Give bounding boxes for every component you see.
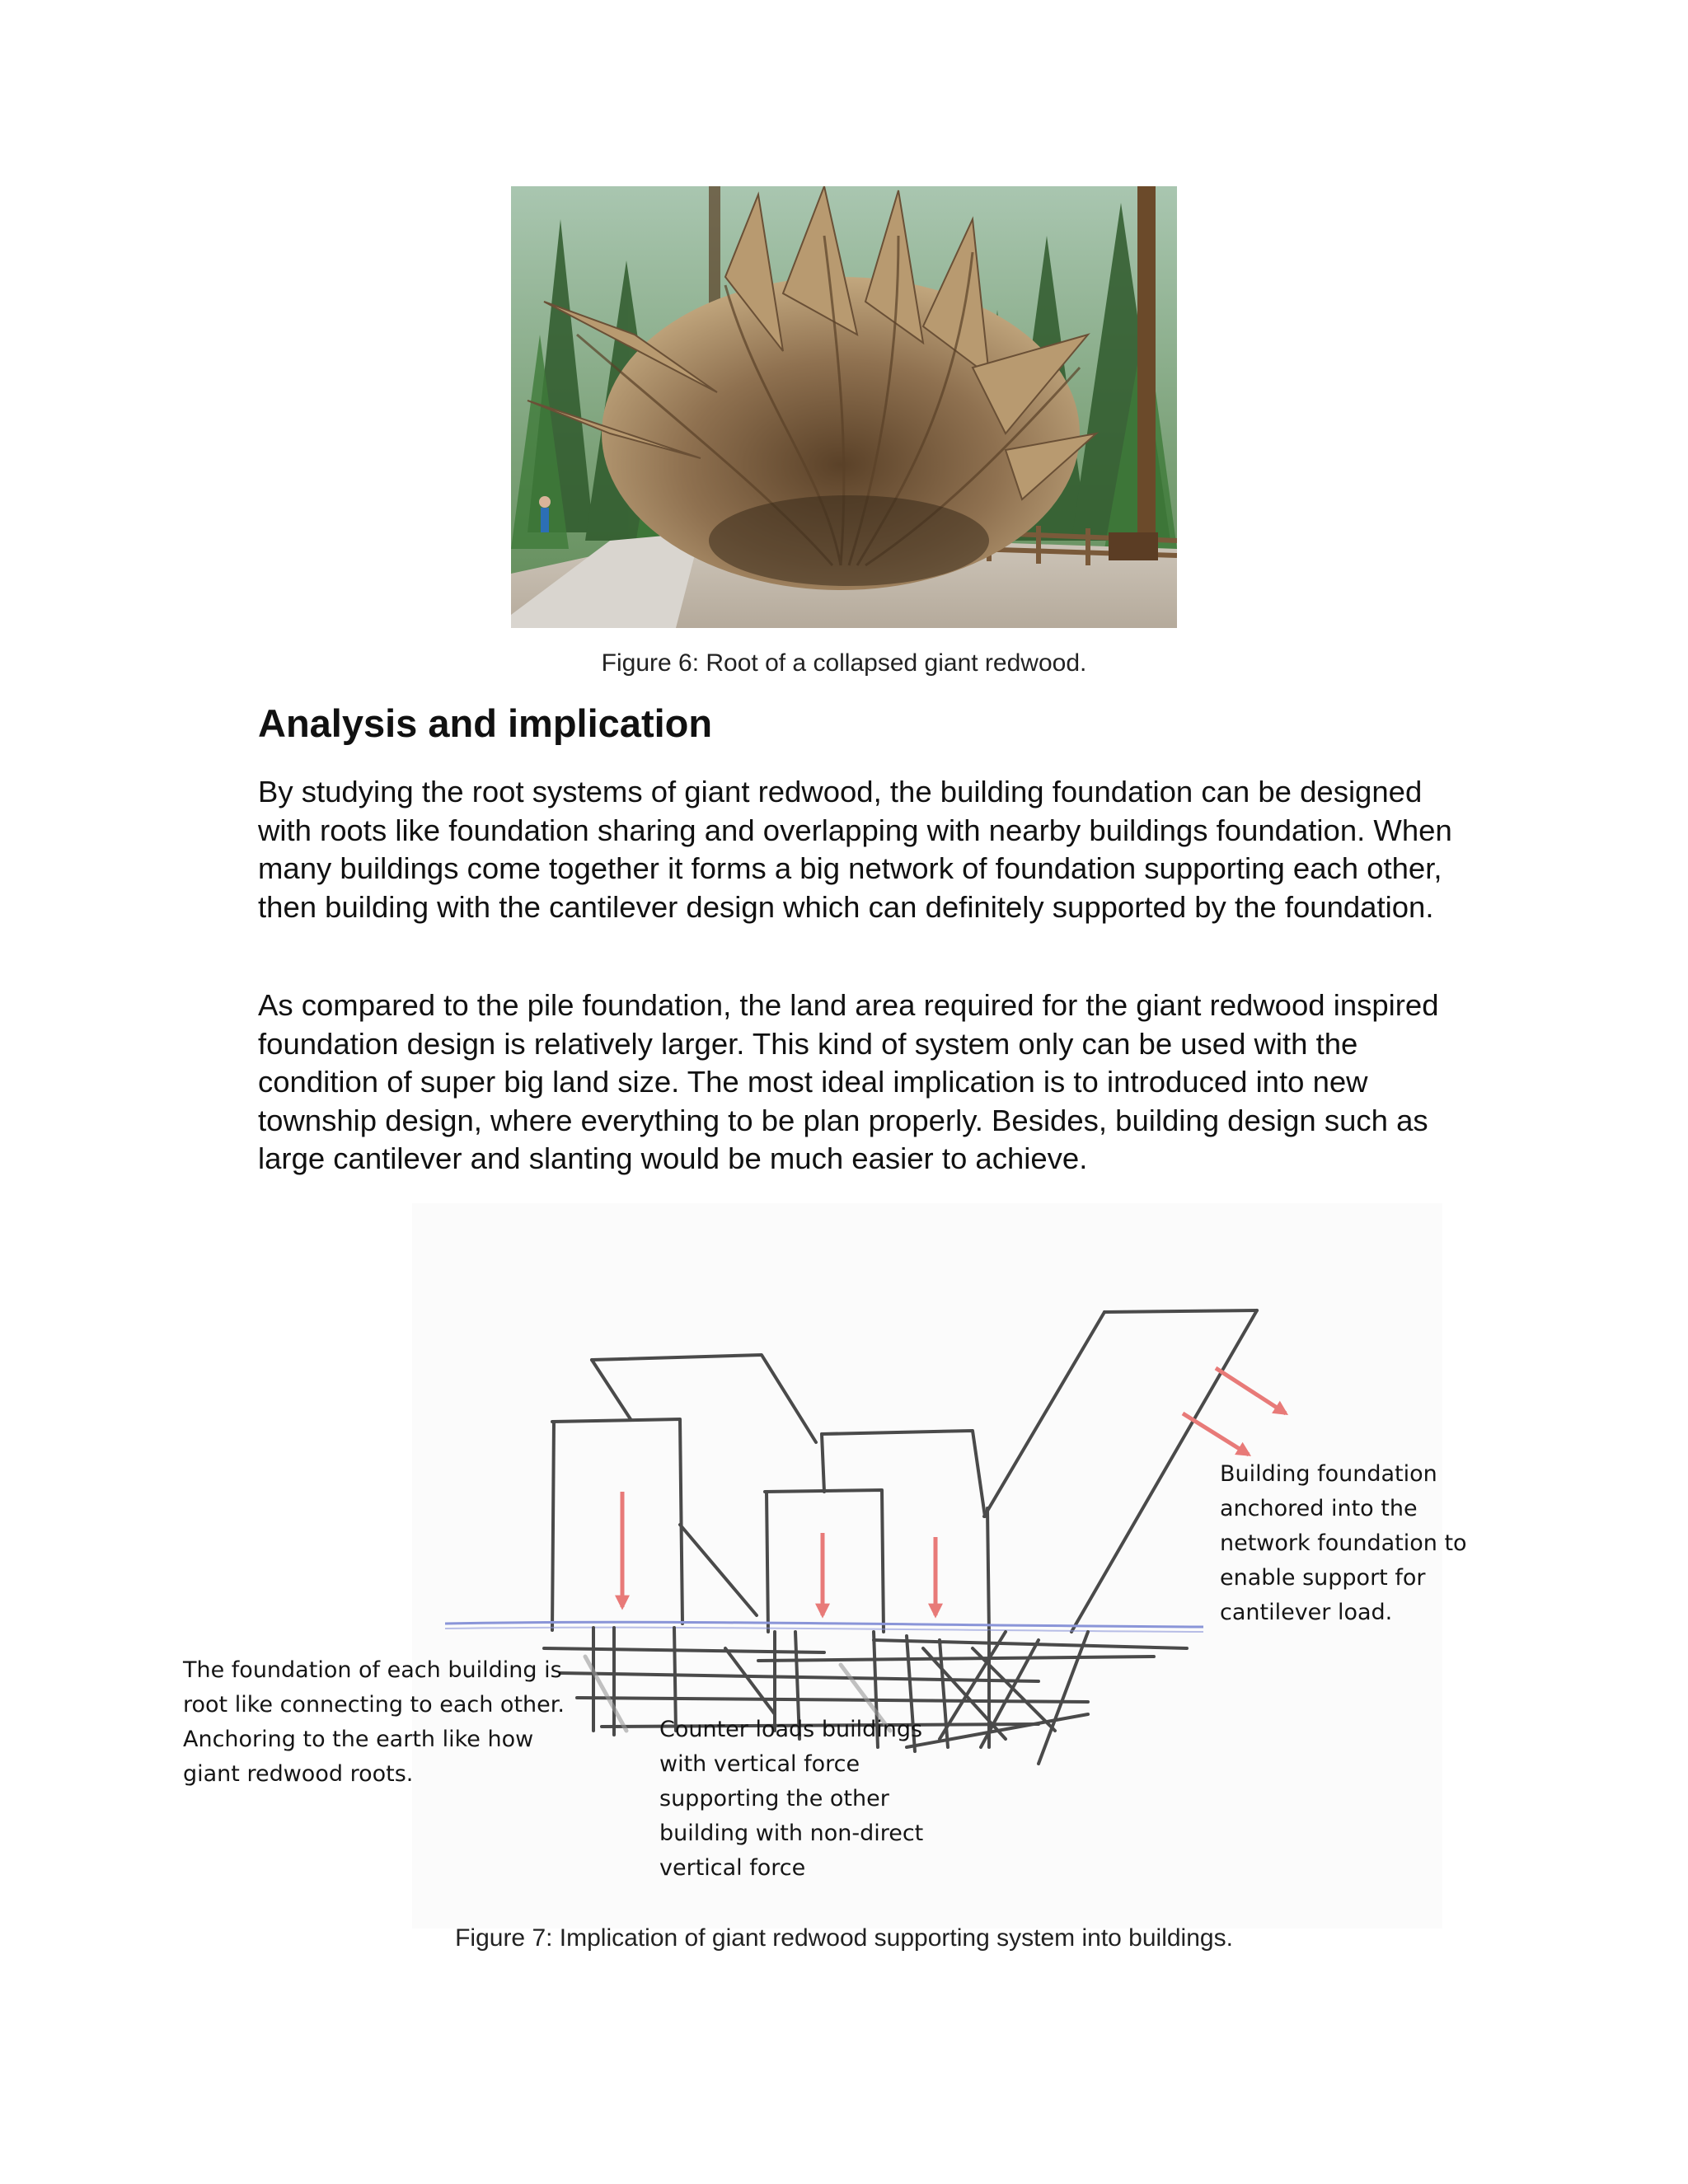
figure-7-caption: Figure 7: Implication of giant redwood supporting system into buildings.: [455, 1924, 1233, 1952]
paragraph-1: By studying the root systems of giant redwood, the building foundation can be designed with roots like foundation sharing and overlapping with nearby buildings foundation. When many buildings come together it forms a big network of foundation supporting each other, then building with the cantilever design which can definitely supported by the foundation.: [258, 775, 1452, 924]
annotation-root-like-foundation: The foundation of each building is root like connecting to each other. Anchoring to the earth like how giant redwood roots.: [183, 1657, 565, 1787]
paragraph-2: As compared to the pile foundation, the land area required for the giant redwood inspired foundation design is relatively larger. This kind of system only can be used with the condition of super big land size. The most ideal implication is to introduced into new township design, where everything to be plan properly. Besides, building design such as large cantilever and slanting would be much easier to achieve.: [258, 988, 1439, 1175]
annotation-cantilever-support: Building foundation anchored into the network foundation to enable support for cantilever load.: [1220, 1461, 1467, 1625]
figure-6-caption: Figure 6: Root of a collapsed giant redwood.: [601, 649, 1087, 677]
annotation-counter-loads: Counter loads buildings with vertical force supporting the other building with non-direct vertical force: [659, 1717, 924, 1881]
redwood-root-photo: [511, 186, 1177, 628]
section-heading: Analysis and implication: [258, 701, 713, 745]
